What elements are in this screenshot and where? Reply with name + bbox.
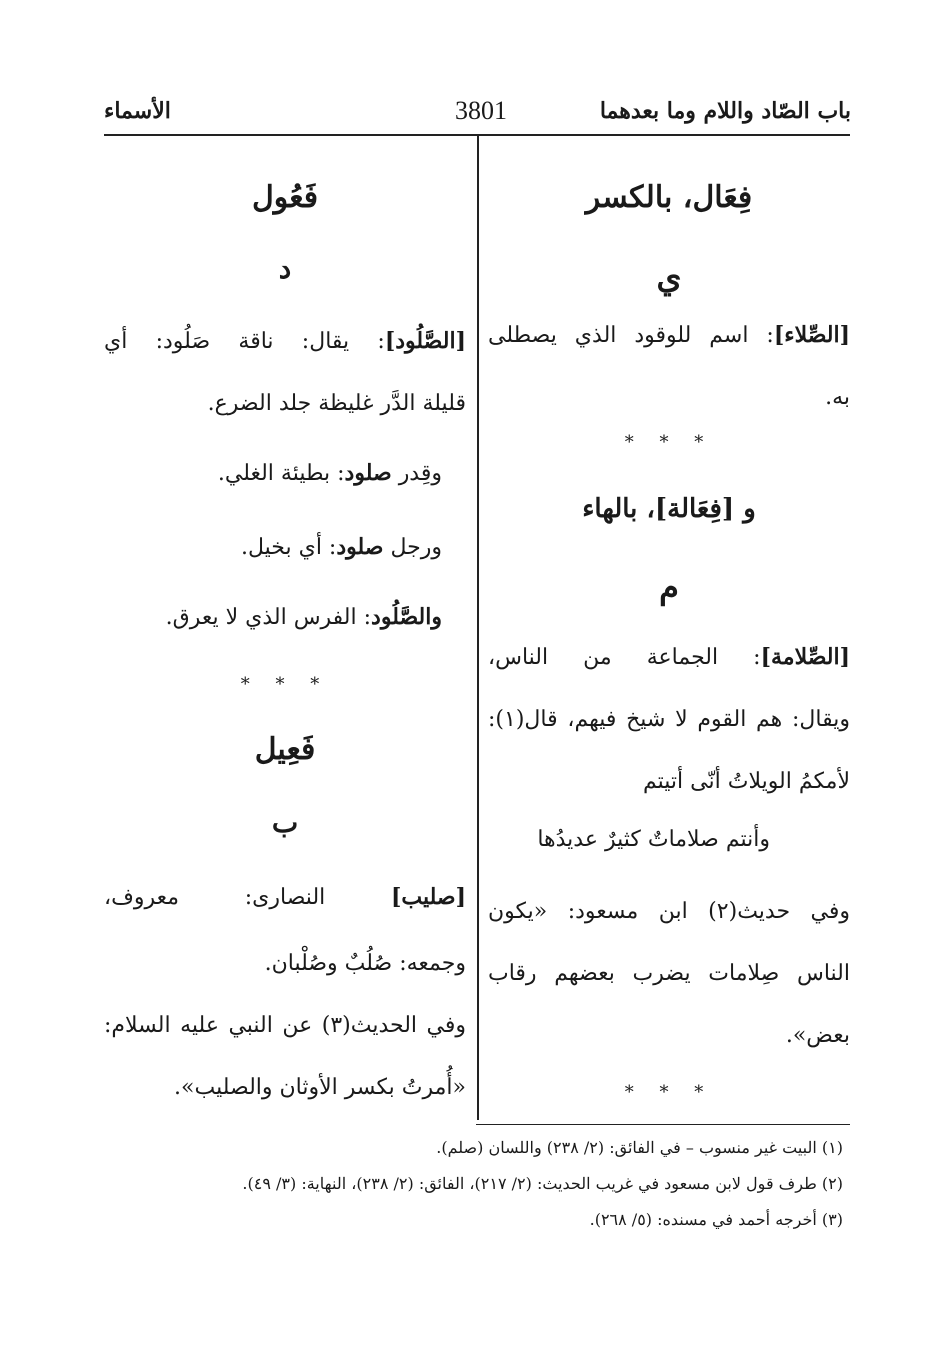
- pattern-heading: فَعِيل: [254, 732, 316, 767]
- verse-line: لأمكمُ الويلاتُ أنّى أتيتم: [643, 769, 850, 794]
- column-divider: [477, 136, 479, 1120]
- entry-headword: [الصَّلُود]: [384, 328, 466, 354]
- entry-line: [488, 322, 850, 350]
- entry-line: الناس صِلامات يضرب بعضهم رقاب: [488, 961, 850, 986]
- footnote: (٢) طرف قول لابن مسعود في غريب الحديث: (٢/ ٢١٧)، الفائق: (٢/ ٢٣٨)، النهاية: (٣/ ٤٩).: [242, 1174, 843, 1193]
- entry-line: [488, 644, 850, 672]
- chapter-title: باب الصّاد واللام وما بعدهما: [599, 98, 851, 124]
- entry-text: : يقال: ناقة صَلُود: أي: [104, 329, 385, 354]
- entry-text: : الجماعة من الناس،: [488, 645, 761, 670]
- entry-headword: [الصِّلاء]: [773, 322, 850, 348]
- entry-line: والصَّلُود: الفرس الذي لا يعرق.: [165, 604, 442, 630]
- pattern-heading: فِعَال، بالكسر: [585, 180, 753, 215]
- entry-text: : اسم للوقود الذي يصطلى: [488, 323, 774, 348]
- page-number: 3801: [455, 96, 507, 125]
- entry-headword: صلود: [344, 460, 392, 486]
- pattern-heading: فَعُول: [251, 180, 319, 215]
- footnote: (٣) أخرجه أحمد في مسنده: (٥/ ٢٦٨).: [589, 1210, 843, 1229]
- separator-stars: * * *: [624, 1082, 714, 1103]
- entry-line: ويقال: هم القوم لا شيخ فيهم، قال(١):: [488, 707, 850, 732]
- section-title: الأسماء: [104, 98, 171, 124]
- entry-line: وجمعه: صُلُبٌ وصُلْبان.: [264, 951, 466, 976]
- entry-line: [104, 328, 466, 356]
- entry-line: قليلة الدَّر غليظة جلد الضرع.: [207, 391, 466, 416]
- entry-headword: والصَّلُود: [371, 604, 442, 630]
- entry-line: وفي حديث(٢) ابن مسعود: «يكون: [488, 899, 850, 924]
- root-letter: م: [659, 568, 679, 606]
- entry-line: به.: [825, 385, 850, 410]
- entry-line: «أُمرتُ بكسر الأوثان والصليب».: [174, 1075, 466, 1100]
- entry-line: بعض».: [785, 1023, 850, 1048]
- root-letter: د: [278, 252, 292, 285]
- root-letter: ب: [271, 806, 299, 839]
- footnote-rule: [476, 1124, 850, 1125]
- verse-line: وأنتم صلاماتٌ كثيرٌ عديدُها: [537, 827, 770, 852]
- entry-line: وفي الحديث(٣) عن النبي عليه السلام:: [104, 1013, 467, 1038]
- entry-headword: [صليب]: [390, 884, 466, 910]
- separator-stars: * * *: [624, 432, 714, 453]
- entry-line: وقِدر صلود: بطيئة الغلي.: [217, 460, 442, 486]
- root-letter: ي: [656, 258, 682, 296]
- entry-headword: [الصِّلامة]: [760, 644, 850, 670]
- entry-line: [104, 884, 466, 912]
- entry-text: النصارى: معروف،: [104, 885, 326, 910]
- footnote: (١) البيت غير منسوب – في الفائق: (٢/ ٢٣٨) واللسان (صلم).: [436, 1138, 843, 1157]
- separator-stars: * * *: [240, 674, 330, 695]
- entry-headword: صلود: [336, 534, 384, 560]
- pattern-heading: و [فِعَالة]، بالهاء: [582, 494, 756, 524]
- entry-line: ورجل صلود: أي بخيل.: [240, 534, 442, 560]
